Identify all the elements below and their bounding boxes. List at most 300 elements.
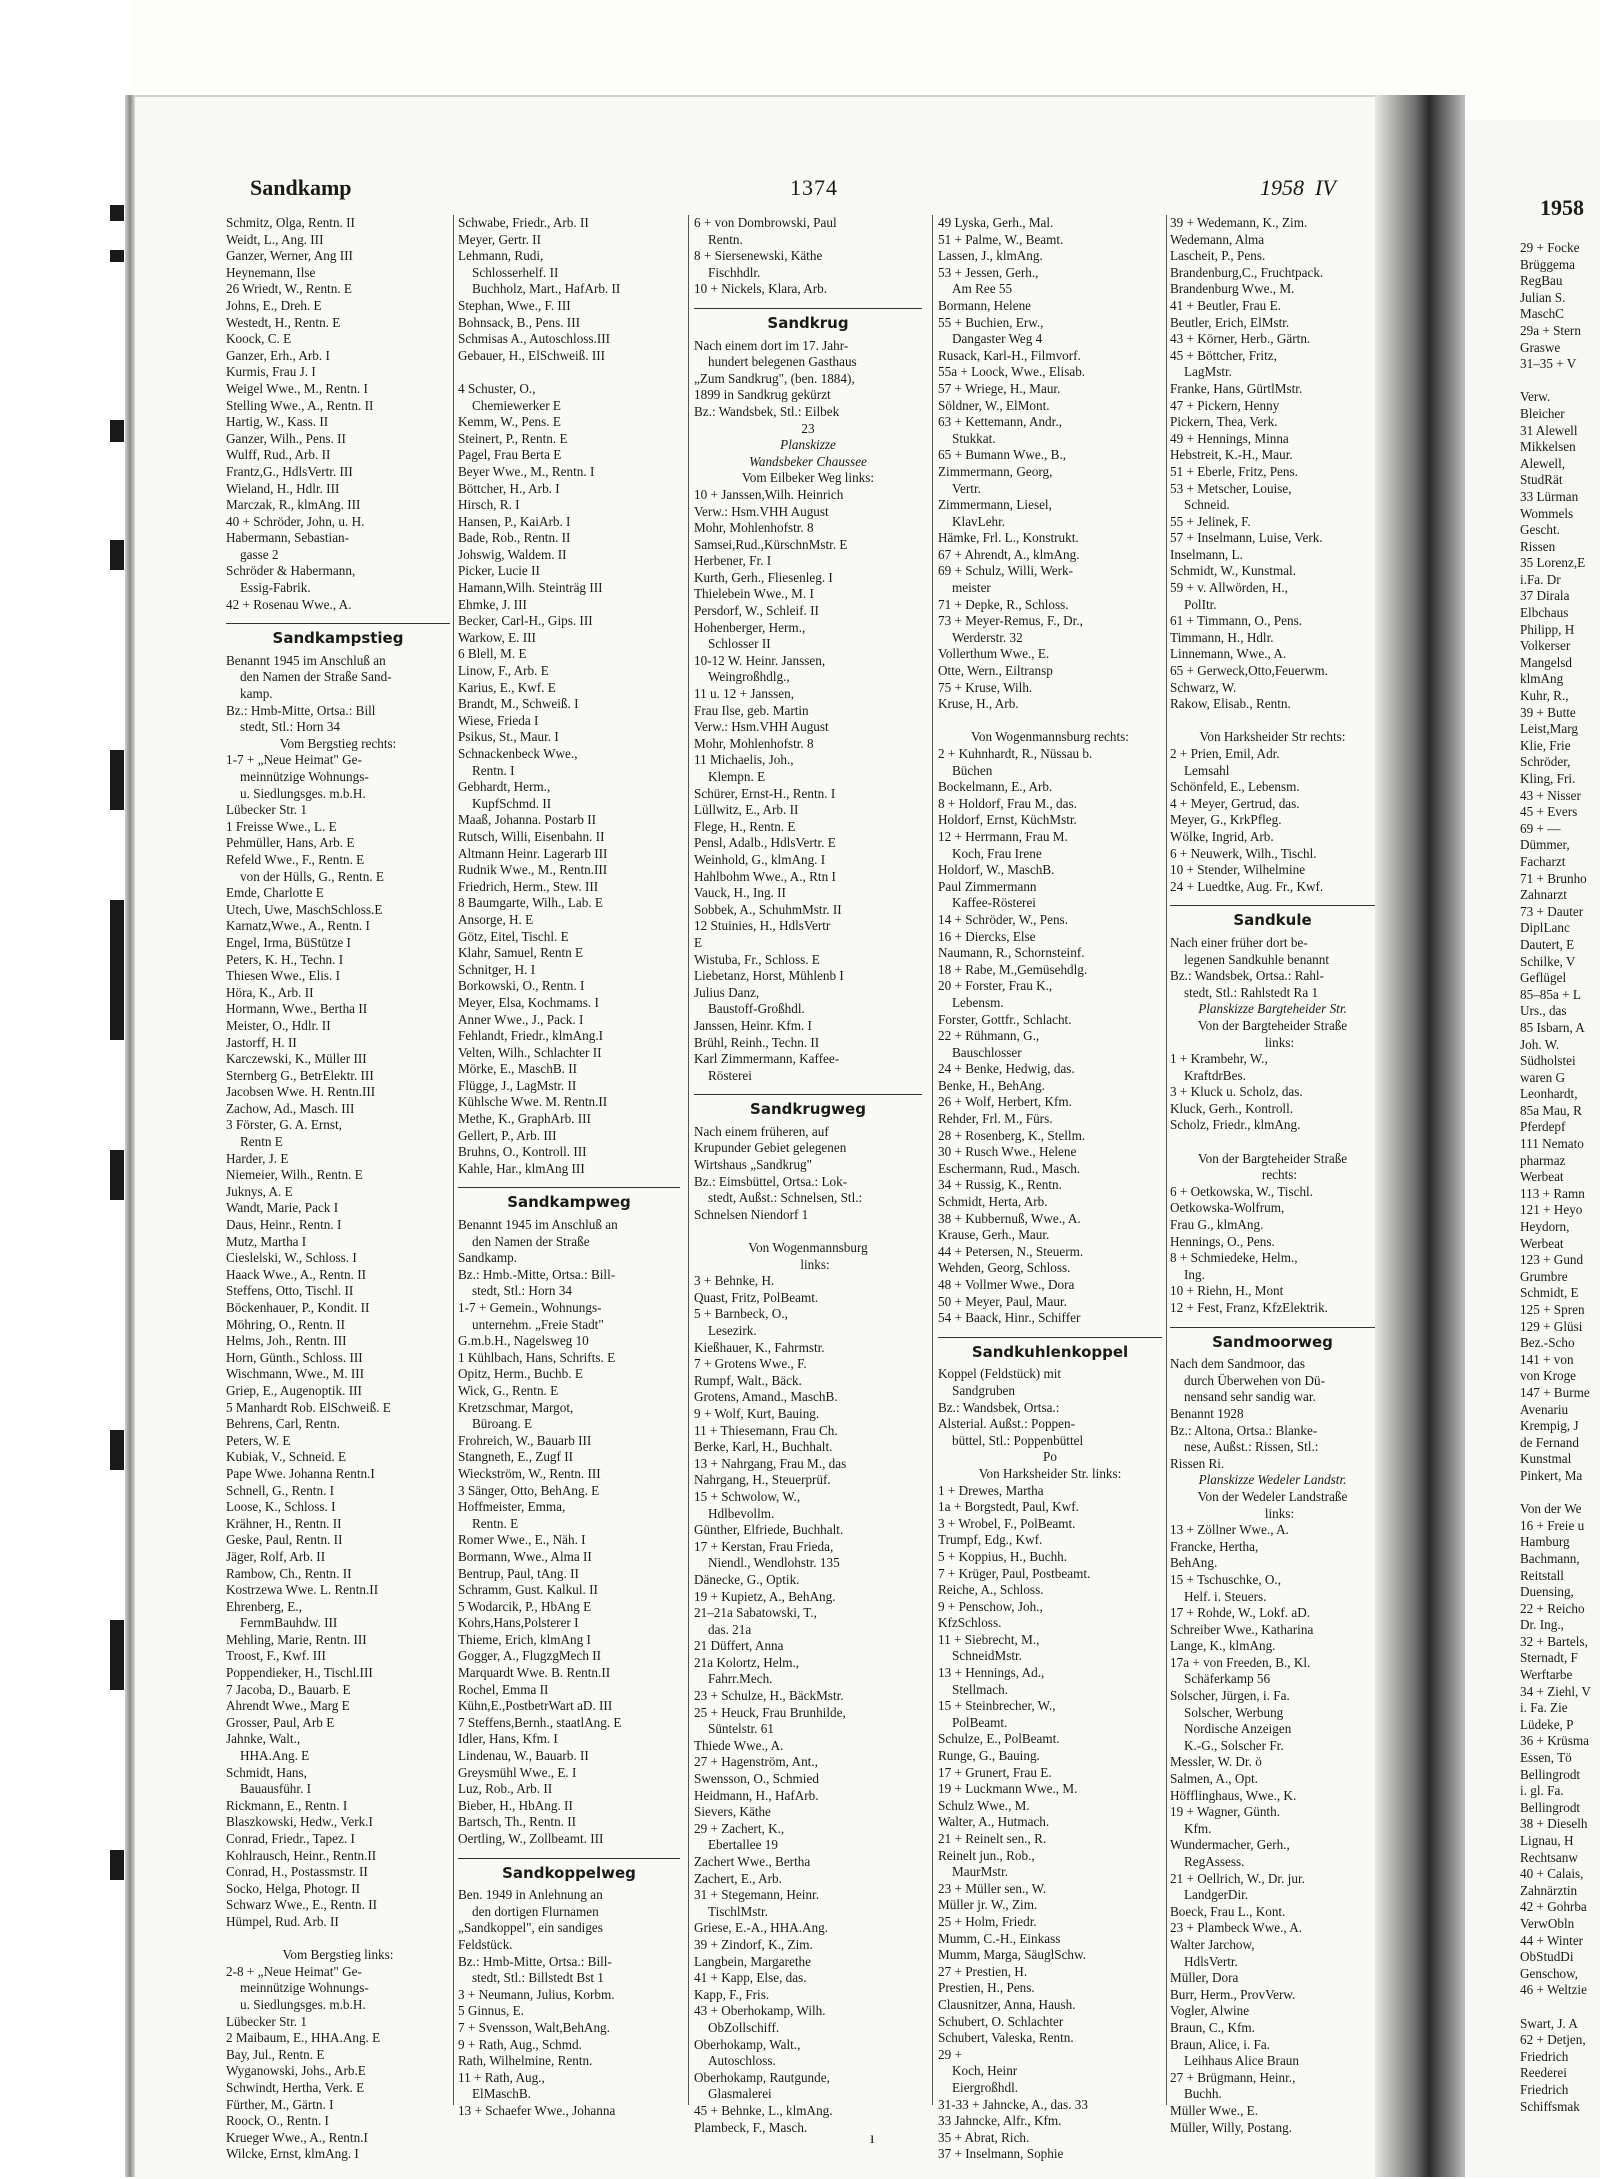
directory-entry: 42 + Gohrba bbox=[1520, 1899, 1587, 1915]
directory-entry: Walter Jarchow, bbox=[1170, 1936, 1255, 1952]
directory-entry: Mikkelsen bbox=[1520, 439, 1576, 455]
directory-entry: Swart, J. A bbox=[1520, 2015, 1578, 2031]
directory-entry: Pensl, Adalb., HdlsVertr. E bbox=[694, 835, 836, 851]
directory-entry: 7 + Svensson, Walt,BehAng. bbox=[458, 2019, 610, 2035]
directory-entry: LagMstr. bbox=[1184, 364, 1232, 380]
directory-entry: Schnitger, H. I bbox=[458, 961, 536, 977]
directory-entry: 24 + Luedtke, Aug. Fr., Kwf. bbox=[1170, 878, 1324, 894]
directory-entry: Wischmann, Wwe., M. III bbox=[226, 1366, 365, 1382]
directory-entry: BehAng. bbox=[1170, 1555, 1218, 1571]
directory-entry: Schnackenbeck Wwe., bbox=[458, 746, 578, 761]
directory-entry: Wistuba, Fr., Schloss. E bbox=[694, 951, 820, 967]
directory-entry: Geflügel bbox=[1520, 970, 1567, 986]
directory-entry: 29 + bbox=[938, 2046, 962, 2062]
directory-entry: Ehrenberg, E., bbox=[226, 1598, 302, 1614]
directory-entry: 54 + Baack, Hinr., Schiffer bbox=[938, 1310, 1081, 1326]
directory-entry: Holdorf, Ernst, KüchMstr. bbox=[938, 812, 1077, 828]
directory-entry: Kohrs,Hans,Polsterer I bbox=[458, 1615, 579, 1631]
directory-entry: Beyer Wwe., M., Rentn. I bbox=[458, 463, 595, 479]
directory-entry: Behrens, Carl, Rentn. bbox=[226, 1416, 340, 1432]
directory-entry: Koock, C. E bbox=[226, 331, 292, 347]
directory-entry: das. 21a bbox=[708, 1621, 752, 1637]
directory-entry: 13 + Schaefer Wwe., Johanna bbox=[458, 2102, 616, 2118]
directory-entry: Schmitz, Olga, Rentn. II bbox=[226, 215, 355, 230]
directory-entry: Krupunder Gebiet gelegenen bbox=[694, 1140, 847, 1156]
directory-entry: Otte, Wern., Eiltransp bbox=[938, 663, 1053, 679]
directory-entry: Urs., das bbox=[1520, 1003, 1567, 1019]
directory-entry: Kuhr, R., bbox=[1520, 688, 1569, 704]
directory-entry bbox=[1520, 373, 1600, 390]
directory-entry: Frantz,G., HdlsVertr. III bbox=[226, 463, 353, 479]
directory-entry: Wieckström, W., Rentn. III bbox=[458, 1465, 601, 1481]
directory-entry: Bleicher bbox=[1520, 405, 1565, 421]
directory-entry: Hartig, W., Kass. II bbox=[226, 414, 329, 430]
directory-entry: Julian S. bbox=[1520, 289, 1566, 305]
directory-entry: Reiche, A., Schloss. bbox=[938, 1582, 1044, 1598]
directory-entry: Krause, Gerh., Maur. bbox=[938, 1227, 1050, 1243]
directory-entry: Mörke, E., MaschB. II bbox=[458, 1061, 578, 1077]
directory-entry: Mangelsd bbox=[1520, 654, 1573, 670]
directory-entry: 43 + Nisser bbox=[1520, 787, 1581, 803]
directory-entry: Marquardt Wwe. B. Rentn.II bbox=[458, 1665, 611, 1681]
directory-entry: Feldstück. bbox=[458, 1936, 513, 1952]
directory-entry: Cieslelski, W., Schloss. I bbox=[226, 1250, 357, 1266]
street-heading: Sandkrugweg bbox=[694, 1094, 922, 1118]
directory-entry: 4 + Meyer, Gertrud, das. bbox=[1170, 795, 1300, 811]
directory-entry: stedt, Stl.: Billstedt Bst 1 bbox=[472, 1970, 604, 1986]
directory-entry: 11 + Thiesemann, Frau Ch. bbox=[694, 1422, 838, 1438]
directory-entry: G.m.b.H., Nagelsweg 10 bbox=[458, 1333, 589, 1349]
directory-entry: Wirtshaus „Sandkrug" bbox=[694, 1157, 813, 1173]
directory-entry: Walter, A., Hutmach. bbox=[938, 1814, 1050, 1830]
directory-entry: Schwindt, Hertha, Verk. E bbox=[226, 2079, 365, 2095]
directory-entry: 27 + Hagenström, Ant., bbox=[694, 1754, 818, 1770]
directory-entry: Habermann, Sebastian- bbox=[226, 530, 350, 546]
directory-entry: Opitz, Herm., Buchb. E bbox=[458, 1366, 583, 1382]
directory-entry: E bbox=[694, 934, 703, 950]
directory-entry: Friedrich, Herm., Stew. III bbox=[458, 878, 599, 894]
directory-entry: Alsterial. Außst.: Poppen- bbox=[938, 1416, 1075, 1432]
directory-entry: Sobbek, A., SchuhmMstr. II bbox=[694, 901, 842, 917]
directory-entry: Hoffmeister, Emma, bbox=[458, 1499, 566, 1515]
directory-entry: Rambow, Ch., Rentn. II bbox=[226, 1565, 352, 1581]
directory-entry: Sandkamp. bbox=[458, 1250, 517, 1266]
directory-entry: Beutler, Erich, ElMstr. bbox=[1170, 314, 1290, 330]
directory-entry: Bez.-Scho bbox=[1520, 1335, 1575, 1351]
directory-entry: Rentn. I bbox=[472, 762, 515, 778]
directory-entry: Lemsahl bbox=[1184, 762, 1230, 778]
directory-entry: Rehder, Frl. M., Fürs. bbox=[938, 1111, 1053, 1127]
directory-entry: VerwObln bbox=[1520, 1915, 1575, 1931]
directory-entry: 2-8 + „Neue Heimat" Ge- bbox=[226, 1963, 362, 1979]
directory-entry: Kruse, H., Arb. bbox=[938, 696, 1019, 712]
directory-entry: 20 + Forster, Frau K., bbox=[938, 978, 1053, 994]
directory-entry: Kling, Fri. bbox=[1520, 771, 1576, 786]
directory-entry: links: bbox=[1264, 1034, 1295, 1050]
directory-entry: klmAng bbox=[1520, 671, 1564, 687]
directory-entry: Werbeat bbox=[1520, 1235, 1564, 1251]
directory-entry: Schröder & Habermann, bbox=[226, 563, 356, 579]
facing-page-column bbox=[1520, 240, 1600, 2140]
page-footer-mark: ı bbox=[870, 2130, 875, 2147]
directory-entry: Dänecke, G., Optik. bbox=[694, 1571, 800, 1587]
directory-entry: 23 + Schulze, H., BäckMstr. bbox=[694, 1688, 844, 1704]
directory-entry: Jahnke, Walt., bbox=[226, 1731, 301, 1747]
directory-entry: den Namen der Straße Sand- bbox=[240, 669, 392, 685]
directory-entry: MaurMstr. bbox=[952, 1864, 1009, 1880]
directory-entry: Autoschloss. bbox=[708, 2053, 776, 2069]
running-header-street: Sandkamp bbox=[250, 175, 352, 200]
directory-entry: Ahrendt Wwe., Marg E bbox=[226, 1698, 350, 1714]
directory-entry: Flege, H., Rentn. E bbox=[694, 818, 796, 834]
directory-entry: Timmann, H., Hdlr. bbox=[1170, 629, 1274, 645]
directory-entry: Becker, Carl-H., Gips. III bbox=[458, 613, 593, 629]
directory-entry: Linow, F., Arb. E bbox=[458, 663, 549, 679]
directory-entry: Grosser, Paul, Arb E bbox=[226, 1714, 335, 1730]
directory-entry: Leist,Marg bbox=[1520, 721, 1578, 737]
directory-entry: Werderstr. 32 bbox=[952, 629, 1023, 645]
directory-entry: MaschC bbox=[1520, 306, 1564, 322]
directory-entry: Eiergroßhdl. bbox=[952, 2079, 1019, 2095]
directory-entry: 17 + Grunert, Frau E. bbox=[938, 1764, 1052, 1780]
book-gutter bbox=[1375, 95, 1465, 2177]
directory-entry: Reinelt jun., Rob., bbox=[938, 1847, 1035, 1863]
directory-entry: Bauausführ. I bbox=[240, 1781, 312, 1797]
directory-entry: legenen Sandkuhle benannt bbox=[1184, 951, 1330, 967]
running-header-year bbox=[1260, 175, 1336, 201]
directory-entry: Kohlrausch, Heinr., Rentn.II bbox=[226, 1847, 377, 1863]
street-heading: Sandkuhlenkoppel bbox=[938, 1337, 1162, 1361]
directory-entry: 55a + Loock, Wwe., Elisab. bbox=[938, 364, 1086, 380]
directory-entry: Julius Danz, bbox=[694, 984, 760, 1000]
directory-entry bbox=[694, 1223, 922, 1240]
directory-entry: 1899 in Sandkrug gekürzt bbox=[694, 387, 831, 403]
directory-entry: 3 + Kluck u. Scholz, das. bbox=[1170, 1084, 1303, 1100]
directory-entry: Romer Wwe., E., Näh. I bbox=[458, 1532, 586, 1548]
directory-entry: Warkow, E. III bbox=[458, 629, 536, 645]
directory-entry: Graswe bbox=[1520, 339, 1561, 355]
directory-entry: 3 Förster, G. A. Ernst, bbox=[226, 1117, 342, 1133]
directory-entry: Weinhold, G., klmAng. I bbox=[694, 851, 826, 867]
directory-entry: 7 + Krüger, Paul, Postbeamt. bbox=[938, 1565, 1091, 1581]
directory-entry: 1 Freisse Wwe., L. E bbox=[226, 818, 337, 834]
directory-entry: Schröder, bbox=[1520, 754, 1571, 770]
directory-entry: Rentn. bbox=[708, 231, 743, 247]
directory-entry: 19 + Kupietz, A., BehAng. bbox=[694, 1588, 836, 1604]
edge-mark bbox=[110, 1850, 124, 1880]
directory-entry: Werbeat bbox=[1520, 1169, 1564, 1185]
directory-entry: Zachow, Ad., Masch. III bbox=[226, 1100, 355, 1116]
column-rule bbox=[1166, 215, 1167, 2105]
directory-entry: Thiede Wwe., A. bbox=[694, 1737, 784, 1753]
directory-entry: Schmidt, W., Kunstmal. bbox=[1170, 563, 1297, 579]
directory-entry: FernmBauhdw. III bbox=[240, 1615, 338, 1631]
directory-entry: Böckenhauer, P., Kondit. II bbox=[226, 1300, 370, 1315]
directory-entry: Stelling Wwe., A., Rentn. II bbox=[226, 397, 374, 413]
directory-entry: Blaszkowski, Hedw., Verk.I bbox=[226, 1814, 373, 1830]
directory-entry: Lascheit, P., Pens. bbox=[1170, 248, 1266, 264]
directory-entry: Nahrgang, H., Steuerprüf. bbox=[694, 1472, 831, 1488]
directory-entry: Am Ree 55 bbox=[952, 281, 1013, 297]
directory-entry: den dortigen Flurnamen bbox=[472, 1903, 599, 1919]
directory-entry: Von Wogenmannsburg bbox=[748, 1240, 868, 1256]
directory-entry: Rösterei bbox=[708, 1067, 752, 1083]
directory-entry: Meyer, Gertr. II bbox=[458, 231, 541, 247]
directory-entry: Bz.: Hmb-Mitte, Ortsa.: Bill- bbox=[458, 1953, 612, 1969]
directory-entry: Hümpel, Rud. Arb. II bbox=[226, 1913, 339, 1929]
directory-entry: 17 + Kerstan, Frau Frieda, bbox=[694, 1538, 834, 1554]
directory-entry: stedt, Außst.: Schnelsen, Stl.: bbox=[708, 1190, 863, 1206]
directory-entry: Ansorge, H. E bbox=[458, 911, 534, 927]
directory-entry: Kretzschmar, Margot, bbox=[458, 1399, 574, 1415]
directory-entry: Troost, F., Kwf. III bbox=[226, 1648, 326, 1664]
directory-entry: Bz.: Wandsbek, Ortsa.: bbox=[938, 1399, 1060, 1415]
directory-entry: SchneidMstr. bbox=[952, 1648, 1022, 1664]
directory-entry: Bz.: Wandsbek, Ortsa.: Rahl- bbox=[1170, 968, 1324, 984]
directory-entry: Loose, K., Schloss. I bbox=[226, 1499, 336, 1515]
directory-entry: Boeck, Frau L., Kont. bbox=[1170, 1903, 1286, 1919]
directory-entry: Ganzer, Werner, Ang III bbox=[226, 248, 353, 264]
directory-entry: Wundermacher, Gerh., bbox=[1170, 1837, 1290, 1853]
directory-entry: Planskizze bbox=[780, 437, 836, 453]
directory-entry: Borkowski, O., Rentn. I bbox=[458, 978, 585, 994]
directory-entry: 21 + Reinelt sen., R. bbox=[938, 1831, 1047, 1846]
directory-entry: Joh. W. bbox=[1520, 1036, 1560, 1052]
directory-entry: Leihhaus Alice Braun bbox=[1184, 2053, 1299, 2069]
directory-entry: 55 + Buchien, Erw., bbox=[938, 314, 1044, 330]
directory-entry: Wick, G., Rentn. E bbox=[458, 1382, 559, 1398]
directory-entry: Wandsbeker Chaussee bbox=[749, 453, 867, 469]
directory-entry: stedt, Stl.: Horn 34 bbox=[472, 1283, 573, 1299]
directory-entry: 65 + Gerweck,Otto,Feuerwm. bbox=[1170, 663, 1328, 679]
directory-entry: Rochel, Emma II bbox=[458, 1681, 549, 1697]
directory-entry: Nordische Anzeigen bbox=[1184, 1721, 1292, 1737]
directory-entry: Schönfeld, E., Lebensm. bbox=[1170, 779, 1300, 795]
column-rule bbox=[932, 215, 933, 2105]
directory-entry: nensand sehr sandig war. bbox=[1184, 1389, 1316, 1405]
directory-entry: 25 + Holm, Friedr. bbox=[938, 1913, 1037, 1929]
directory-entry: meinnützige Wohnungs- bbox=[240, 1980, 369, 1996]
directory-entry: 21–21a Sabatowski, T., bbox=[694, 1605, 817, 1621]
directory-entry: Eschermann, Rud., Masch. bbox=[938, 1160, 1081, 1176]
directory-column-1 bbox=[226, 215, 450, 2162]
directory-entry: Südholstei bbox=[1520, 1053, 1576, 1069]
directory-entry: Bay, Jul., Rentn. E bbox=[226, 2046, 325, 2062]
directory-entry: Westedt, H., Rentn. E bbox=[226, 314, 341, 330]
directory-entry: Wieland, H., Hdlr. III bbox=[226, 480, 340, 496]
directory-entry: Kubiak, V., Schneid. E bbox=[226, 1449, 347, 1465]
directory-entry: Peters, K. H., Techn. I bbox=[226, 951, 344, 967]
directory-entry: PolItr. bbox=[1184, 596, 1217, 612]
directory-entry: Steffens, Otto, Tischl. II bbox=[226, 1283, 354, 1299]
directory-entry: Benannt 1945 im Anschluß an bbox=[226, 652, 386, 668]
directory-entry: Süntelstr. 61 bbox=[708, 1721, 774, 1737]
directory-entry: Höfflinghaus, Wwe., K. bbox=[1170, 1787, 1297, 1803]
directory-entry: 38 + Kubbernuß, Wwe., A. bbox=[938, 1210, 1081, 1226]
directory-entry: Essen, Tö bbox=[1520, 1750, 1572, 1766]
directory-entry: Liebetanz, Horst, Mühlenb I bbox=[694, 968, 844, 984]
directory-entry: 67 + Ahrendt, A., klmAng. bbox=[938, 546, 1080, 562]
directory-entry: Karius, E., Kwf. E bbox=[458, 679, 556, 695]
directory-entry: 11 + Siebrecht, M., bbox=[938, 1631, 1040, 1647]
directory-entry: Pagel, Frau Berta E bbox=[458, 447, 562, 463]
directory-entry: Klahr, Samuel, Rentn E bbox=[458, 945, 584, 961]
directory-entry: Heidmann, H., HafArb. bbox=[694, 1787, 819, 1803]
directory-entry: Maaß, Johanna. Postarb II bbox=[458, 812, 597, 828]
directory-entry: Methe, K., GraphArb. III bbox=[458, 1111, 591, 1127]
directory-entry: Oberhokamp, Rautgunde, bbox=[694, 2069, 830, 2085]
directory-entry: Pehmüller, Hans, Arb. E bbox=[226, 835, 355, 851]
directory-entry: Schmisas A., Autoschloss.III bbox=[458, 331, 611, 347]
directory-entry: 25 + Heuck, Frau Brunhilde, bbox=[694, 1704, 846, 1720]
directory-entry: Rath, Wilhelmine, Rentn. bbox=[458, 2053, 593, 2069]
directory-entry: 26 Wriedt, W., Rentn. E bbox=[226, 281, 352, 297]
directory-entry: 42 + Rosenau Wwe., A. bbox=[226, 596, 352, 612]
directory-entry: 28 + Rosenberg, K., Stellm. bbox=[938, 1127, 1086, 1143]
directory-entry bbox=[458, 364, 680, 381]
directory-entry: 147 + Burme bbox=[1520, 1384, 1590, 1400]
directory-entry: Trumpf, Edg., Kwf. bbox=[938, 1532, 1043, 1548]
directory-entry: Götz, Eitel, Tischl. E bbox=[458, 928, 569, 944]
directory-entry: von der Hülls, G., Rentn. E bbox=[240, 868, 384, 884]
directory-entry: Alewell, bbox=[1520, 455, 1566, 471]
directory-entry: 19 + Luckmann Wwe., M. bbox=[938, 1781, 1078, 1797]
book-binding-edge bbox=[125, 95, 135, 2177]
directory-entry: RegBau bbox=[1520, 273, 1563, 289]
directory-entry: 1 Kühlbach, Hans, Schrifts. E bbox=[458, 1349, 616, 1365]
directory-entry: Schubert, O. Schlachter bbox=[938, 2013, 1064, 2029]
directory-entry: Friedrich bbox=[1520, 2048, 1569, 2064]
directory-entry: Clausnitzer, Anna, Haush. bbox=[938, 1996, 1076, 2012]
directory-entry: Harder, J. E bbox=[226, 1150, 289, 1166]
directory-entry: Meister, O., Hdlr. II bbox=[226, 1017, 331, 1033]
directory-entry: Kluck, Gerh., Kontroll. bbox=[1170, 1100, 1294, 1116]
directory-entry: 85a Mau, R bbox=[1520, 1102, 1582, 1118]
directory-entry: 31-33 + Jahncke, A., das. 33 bbox=[938, 2096, 1088, 2112]
directory-entry: Wandt, Marie, Pack I bbox=[226, 1200, 339, 1216]
directory-entry: 29 + Focke bbox=[1520, 240, 1580, 255]
year: 1958 bbox=[1260, 175, 1304, 200]
directory-entry: 13 + Zöllner Wwe., A. bbox=[1170, 1522, 1289, 1538]
directory-entry: Vom Bergstieg rechts: bbox=[279, 735, 397, 751]
directory-entry: 3 + Wrobel, F., PolBeamt. bbox=[938, 1515, 1076, 1531]
directory-entry: Plambeck, F., Masch. bbox=[694, 2119, 808, 2135]
directory-entry: 1 + Krambehr, W., bbox=[1170, 1051, 1268, 1067]
directory-entry: Mehling, Marie, Rentn. III bbox=[226, 1631, 367, 1647]
directory-entry: kamp. bbox=[240, 686, 273, 702]
directory-entry: „Sandkoppel", ein sandiges bbox=[458, 1920, 603, 1936]
directory-entry: Schmidt, E bbox=[1520, 1285, 1579, 1301]
directory-entry: 11 u. 12 + Janssen, bbox=[694, 686, 794, 702]
directory-entry: 39 + Wedemann, K., Zim. bbox=[1170, 215, 1308, 230]
directory-entry: Wölke, Ingrid, Arb. bbox=[1170, 828, 1274, 844]
directory-entry bbox=[1170, 1134, 1375, 1151]
directory-entry: Facharzt bbox=[1520, 853, 1566, 869]
directory-entry: 85 Isbarn, A bbox=[1520, 1019, 1585, 1035]
directory-entry: Pferdepf bbox=[1520, 1119, 1566, 1135]
directory-entry: Rechtsanw bbox=[1520, 1849, 1578, 1865]
directory-entry: 57 + Wriege, H., Maur. bbox=[938, 380, 1061, 396]
directory-entry: Psikus, St., Maur. I bbox=[458, 729, 559, 745]
directory-entry: Schmidt, Herta, Arb. bbox=[938, 1194, 1048, 1210]
edge-mark bbox=[110, 420, 124, 442]
directory-entry: Hebstreit, K.-H., Maur. bbox=[1170, 447, 1293, 463]
directory-entry: Niendl., Wendlohstr. 135 bbox=[708, 1555, 840, 1571]
directory-entry: Dümmer, bbox=[1520, 837, 1570, 853]
directory-entry: Holdorf, W., MaschB. bbox=[938, 862, 1055, 878]
directory-entry: Mohr, Mohlenhofstr. 8 bbox=[694, 520, 814, 536]
directory-entry: 17a + von Freeden, B., Kl. bbox=[1170, 1654, 1311, 1670]
directory-entry: 11 + Rath, Aug., bbox=[458, 2069, 545, 2085]
directory-entry: 23 + Müller sen., W. bbox=[938, 1880, 1047, 1896]
street-heading: Sandkoppelweg bbox=[458, 1858, 680, 1882]
directory-entry: 27 + Brügmann, Heinr., bbox=[1170, 2069, 1296, 2085]
directory-entry: 45 + Evers bbox=[1520, 804, 1578, 820]
directory-entry: Mutz, Martha I bbox=[226, 1233, 307, 1249]
directory-entry: 33 Jahncke, Alfr., Kfm. bbox=[938, 2113, 1062, 2129]
directory-entry: 45 + Böttcher, Fritz, bbox=[1170, 347, 1277, 363]
directory-entry: Bellingrodt bbox=[1520, 1799, 1581, 1815]
directory-entry: Johswig, Waldem. II bbox=[458, 546, 567, 562]
directory-entry: Poppendieker, H., Tischl.III bbox=[226, 1665, 373, 1681]
directory-entry: Luz, Rob., Arb. II bbox=[458, 1781, 553, 1797]
directory-entry: Flügge, J., LagMstr. II bbox=[458, 1077, 577, 1093]
directory-entry: meister bbox=[952, 580, 991, 596]
directory-entry: Von Harksheider Str. links: bbox=[978, 1465, 1122, 1481]
directory-entry: 121 + Heyo bbox=[1520, 1202, 1583, 1218]
directory-entry: Ing. bbox=[1184, 1266, 1205, 1282]
directory-entry: Planskizze Wedeler Landstr. bbox=[1198, 1472, 1347, 1488]
directory-entry: Picker, Lucie II bbox=[458, 563, 540, 579]
directory-entry: Nach einem früheren, auf bbox=[694, 1123, 829, 1139]
directory-entry: Zahnarzt bbox=[1520, 887, 1567, 903]
column-rule bbox=[688, 215, 689, 2105]
directory-entry: 12 + Herrmann, Frau M. bbox=[938, 828, 1068, 844]
directory-entry: K.-G., Solscher Fr. bbox=[1184, 1737, 1284, 1753]
directory-entry: 1-7 + „Neue Heimat" Ge- bbox=[226, 752, 362, 768]
directory-entry: 44 + Petersen, N., Steuerm. bbox=[938, 1243, 1084, 1259]
directory-entry: Söldner, W., ElMont. bbox=[938, 397, 1050, 413]
directory-entry: Büroang. E bbox=[472, 1416, 533, 1432]
directory-entry: Hamann,Wilh. Steinträg III bbox=[458, 580, 603, 596]
directory-entry: Kostrzewa Wwe. L. Rentn.II bbox=[226, 1582, 379, 1598]
directory-entry: Francke, Hertha, bbox=[1170, 1538, 1259, 1554]
directory-entry: Roock, O., Rentn. I bbox=[226, 2113, 329, 2129]
directory-entry: Krähner, H., Rentn. II bbox=[226, 1515, 342, 1531]
directory-entry: Duensing, bbox=[1520, 1584, 1574, 1600]
directory-entry: Krueger Wwe., A., Rentn.I bbox=[226, 2129, 368, 2145]
directory-entry: Mumm, C.-H., Einkass bbox=[938, 1930, 1061, 1946]
directory-entry: Ganzer, Erh., Arb. I bbox=[226, 347, 330, 363]
directory-entry: 7 + Grotens Wwe., F. bbox=[694, 1356, 807, 1372]
directory-entry: Chemiewerker E bbox=[472, 397, 561, 413]
directory-entry: KraftdrBes. bbox=[1184, 1067, 1246, 1083]
directory-entry: 29a + Stern bbox=[1520, 322, 1581, 338]
directory-entry: Dr. Ing., bbox=[1520, 1617, 1564, 1633]
directory-entry: 10-12 W. Heinr. Janssen, bbox=[694, 652, 826, 668]
edge-mark bbox=[110, 540, 124, 570]
directory-entry: Verw.: Hsm.VHH August bbox=[694, 719, 829, 735]
directory-entry: Wedemann, Alma bbox=[1170, 231, 1265, 247]
directory-entry: Marczak, R., klmAng. III bbox=[226, 497, 361, 513]
directory-entry: Thielebein Wwe., M. I bbox=[694, 586, 814, 602]
directory-entry: Gogger, A., FlugzgMech II bbox=[458, 1648, 602, 1664]
directory-entry: Stellmach. bbox=[952, 1681, 1009, 1697]
directory-entry: 17 + Rohde, W., Lokf. aD. bbox=[1170, 1605, 1311, 1621]
directory-entry: 47 + Pickern, Henny bbox=[1170, 397, 1280, 413]
directory-entry: 22 + Rühmann, G., bbox=[938, 1028, 1040, 1044]
directory-entry: Swensson, O., Schmied bbox=[694, 1771, 819, 1787]
